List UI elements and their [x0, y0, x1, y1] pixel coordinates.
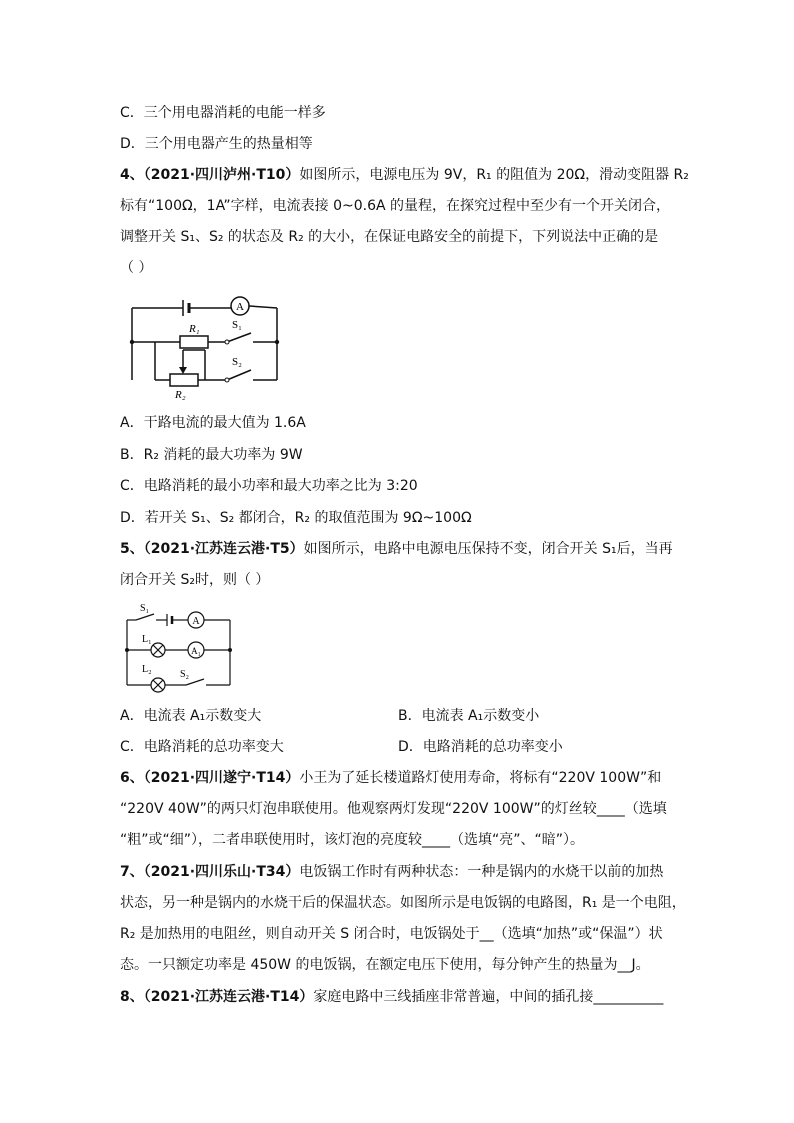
source-tag: （2021·四川泸州·T10）: [143, 167, 300, 183]
q7-line-1: [120, 862, 663, 882]
q5-line-1: [120, 539, 673, 559]
a1-label: A₁: [191, 646, 201, 656]
q5-option-b: B．电流表 A₁示数变小: [398, 708, 540, 724]
q8-line-1: [120, 987, 663, 1007]
question-text: 家庭电路中三线插座非常普遍，中间的插孔接__________: [313, 989, 664, 1005]
ammeter-label: A: [192, 616, 200, 627]
ammeter-label: A: [236, 301, 244, 313]
source-tag: （2021·四川乐山·T34）: [143, 864, 300, 880]
source-tag: （2021·四川遂宁·T14）: [143, 770, 300, 786]
q6-line-1: [120, 768, 661, 788]
q4-line-1: [120, 165, 689, 185]
q6-line-2: “220V 40W”的两只灯泡串联使用。他观察两灯发现“220V 100W”的灯丝较____（选填: [120, 801, 667, 817]
q5-line-2: 闭合开关 S₂时，则（ ）: [120, 572, 270, 588]
s2-label: S₂: [232, 356, 242, 368]
q7-line-2: 状态，另一种是锅内的水烧干后的保温状态。如图所示是电饭锅的电路图，R₁ 是一个电阻，: [120, 895, 686, 911]
q4-option-a: A．干路电流的最大值为 1.6A: [120, 415, 306, 431]
source-tag: （2021·江苏连云港·T14）: [143, 989, 314, 1005]
circuit-diagram-q5: [122, 600, 237, 695]
q3-option-c: C．三个用电器消耗的电能一样多: [120, 105, 326, 121]
question-text: 小王为了延长楼道路灯使用寿命，将标有“220V 100W”和: [299, 770, 662, 786]
q5-option-a: A．电流表 A₁示数变大: [120, 708, 262, 724]
q5-option-d: D．电路消耗的总功率变小: [398, 739, 563, 755]
q3-option-d: D．三个用电器产生的热量相等: [120, 136, 313, 152]
q4-option-b: B．R₂ 消耗的最大功率为 9W: [120, 447, 303, 463]
question-text: 如图所示，电源电压为 9V，R₁ 的阻值为 20Ω，滑动变阻器 R₂: [299, 167, 689, 183]
question-text: 电饭锅工作时有两种状态：一种是锅内的水烧干以前的加热: [299, 864, 664, 880]
q6-line-3: “粗”或“细”），二者串联使用时，该灯泡的亮度较____（选填“亮”、“暗”）。: [120, 832, 585, 848]
s2-label: S₂: [180, 669, 190, 680]
q4-option-c: C．电路消耗的最小功率和最大功率之比为 3:20: [120, 478, 418, 494]
q4-line-3: 调整开关 S₁、S₂ 的状态及 R₂ 的大小，在保证电路安全的前提下，下列说法中正确的是: [120, 229, 659, 245]
question-number: 5、: [120, 541, 144, 557]
circuit-diagram-q4: [125, 290, 285, 400]
q7-line-3: R₂ 是加热用的电阻丝，则自动开关 S 闭合时，电饭锅处于__（选填“加热”或“保温”）状: [120, 926, 663, 942]
question-number: 6、: [120, 770, 144, 786]
r2-label: R₂: [175, 389, 186, 400]
l1-label: L₁: [142, 634, 152, 645]
question-number: 8、: [120, 989, 144, 1005]
q4-line-4: （ ）: [120, 260, 153, 276]
source-tag: （2021·江苏连云港·T5）: [143, 541, 304, 557]
question-text: 如图所示，电路中电源电压保持不变，闭合开关 S₁后，当再: [303, 541, 673, 557]
q7-line-4: 态。一只额定功率是 450W 的电饭锅，在额定电压下使用，每分钟产生的热量为__J。: [120, 957, 650, 973]
q5-option-c: C．电路消耗的总功率变大: [120, 739, 284, 755]
question-number: 7、: [120, 864, 144, 880]
q4-option-d: D．若开关 S₁、S₂ 都闭合，R₂ 的取值范围为 9Ω~100Ω: [120, 510, 472, 526]
s1-label: S₁: [232, 319, 242, 331]
q4-line-2: 标有“100Ω，1A”字样，电流表接 0~0.6A 的量程，在探究过程中至少有一个开关闭合，: [120, 198, 671, 214]
s1-label: S₁: [140, 603, 150, 614]
r1-label: R₁: [189, 323, 200, 335]
question-number: 4、: [120, 167, 144, 183]
l2-label: L₂: [142, 664, 152, 675]
